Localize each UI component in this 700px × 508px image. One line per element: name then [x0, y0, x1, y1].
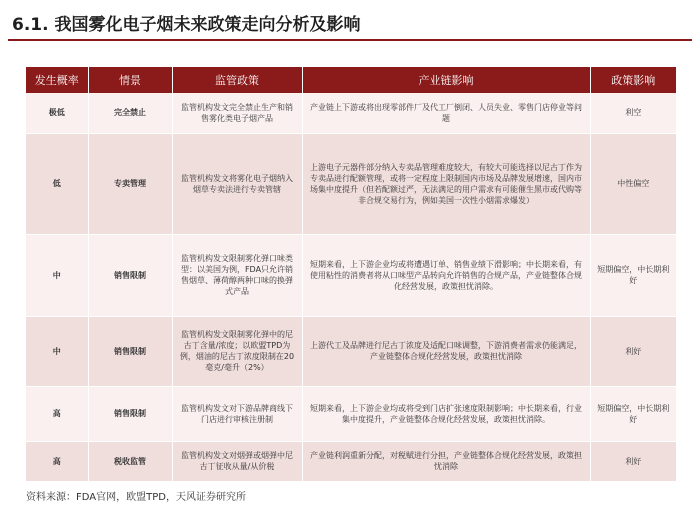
policy-analysis-table — [26, 67, 676, 482]
table-row — [26, 93, 676, 133]
table-row — [26, 386, 676, 441]
header-scenario: 情景 — [88, 67, 172, 93]
header-regulatory-policy: 监管政策 — [172, 67, 302, 93]
chain-impact-cell: 产业链利润重新分配，对税赋进行分担，产业链整体合规化经营发展，政策担忧消除 — [302, 441, 590, 481]
title-divider — [8, 39, 692, 41]
header-industry-chain-impact: 产业链影响 — [302, 67, 590, 93]
policy-cell: 监管机构发文对下游品牌商线下门店进行审核注册制 — [172, 386, 302, 441]
table-row — [26, 133, 676, 234]
policy-cell: 监管机构发文将雾化电子烟纳入烟草专卖法进行专卖管辖 — [172, 133, 302, 234]
policy-cell: 监管机构发文限制雾化弹口味类型：以美国为例，FDA只允许销售烟草、薄荷醇两种口味的换弹式产品 — [172, 234, 302, 316]
scenario-cell: 税收监管 — [88, 441, 172, 481]
chain-impact-cell: 短期来看，上下游企业均或将受到门店扩张速度限制影响；中长期来看，行业集中度提升，产业链整体合规化经营发展，政策担忧消除。 — [302, 386, 590, 441]
scenario-cell: 销售限制 — [88, 234, 172, 316]
scenario-cell: 专卖管理 — [88, 133, 172, 234]
policy-cell: 监管机构发文完全禁止生产和销售雾化类电子烟产品 — [172, 93, 302, 133]
probability-cell: 极低 — [26, 93, 88, 133]
scenario-cell: 销售限制 — [88, 386, 172, 441]
chain-impact-cell: 短期来看，上下游企业均或将遭遇订单、销售业绩下滑影响；中长期来看，有使用粘性的消费者将从口味型产品转向允许销售的合规产品，产业链整体合规化经营发展，政策担忧消除。 — [302, 234, 590, 316]
table-row — [26, 234, 676, 316]
source-note: 资料来源：FDA官网，欧盟TPD，天风证券研究所 — [26, 492, 246, 503]
policy-effect-cell: 短期偏空，中长期利好 — [590, 386, 676, 441]
scenario-cell: 完全禁止 — [88, 93, 172, 133]
policy-effect-cell: 利好 — [590, 316, 676, 386]
probability-cell: 高 — [26, 386, 88, 441]
header-policy-effect: 政策影响 — [590, 67, 676, 93]
policy-cell: 监管机构发文限制雾化弹中的尼古丁含量/浓度；以欧盟TPD为例，烟油的尼古丁浓度限制在20毫克/毫升（2%） — [172, 316, 302, 386]
chain-impact-cell: 上游代工及品牌进行尼古丁浓度及适配口味调整，下游消费者需求仍能满足，产业链整体合规化经营发展，政策担忧消除 — [302, 316, 590, 386]
probability-cell: 中 — [26, 316, 88, 386]
policy-effect-cell: 短期偏空，中长期利好 — [590, 234, 676, 316]
policy-cell: 监管机构发文对烟弹或烟弹中尼古丁征收从量/从价税 — [172, 441, 302, 481]
title-bar — [0, 0, 700, 44]
policy-effect-cell: 利空 — [590, 93, 676, 133]
header-probability: 发生概率 — [26, 67, 88, 93]
policy-effect-cell: 中性偏空 — [590, 133, 676, 234]
policy-effect-cell: 利好 — [590, 441, 676, 481]
chain-impact-cell: 上游电子元器件部分纳入专卖品管理难度较大，有较大可能选择以尼古丁作为专卖品进行配额管理，或将一定程度上限制国内市场及品牌发展增速，国内市场集中度提升（但若配额过严，无法满足的用户需求有可能催生黑市或代购等非合规交易行为，例如美国一次性小烟需求爆发） — [302, 133, 590, 234]
probability-cell: 高 — [26, 441, 88, 481]
chain-impact-cell: 产业链上下游或将出现零部件厂及代工厂倒闭、人员失业、零售门店停业等问题 — [302, 93, 590, 133]
probability-cell: 中 — [26, 234, 88, 316]
page-title: 6.1. 我国雾化电子烟未来政策走向分析及影响 — [12, 15, 361, 35]
table-header-row — [26, 67, 676, 93]
probability-cell: 低 — [26, 133, 88, 234]
table-row — [26, 441, 676, 481]
table-row — [26, 316, 676, 386]
scenario-cell: 销售限制 — [88, 316, 172, 386]
